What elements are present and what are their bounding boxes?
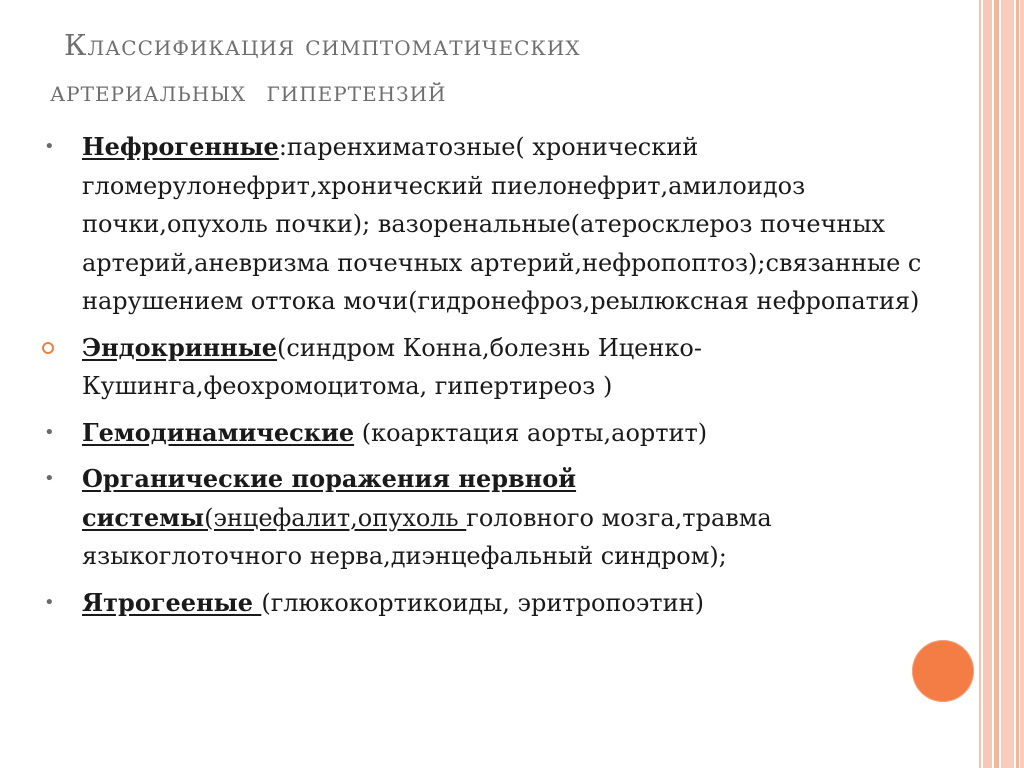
item-heading: Эндокринные bbox=[82, 332, 278, 362]
bullet-dot-icon: • bbox=[44, 421, 55, 443]
item-text: головного мозга,травма языкоглоточного нерва,диэнцефальный синдром); bbox=[82, 503, 772, 570]
decorative-stripe bbox=[1016, 0, 1019, 768]
slide-title bbox=[50, 22, 950, 114]
decorative-stripe bbox=[1001, 0, 1014, 768]
slide-title-line2: артериальных гипертензий bbox=[50, 74, 447, 108]
decorative-stripe bbox=[994, 0, 999, 768]
decorative-stripe bbox=[1020, 0, 1024, 768]
item-heading: Гемодинамические bbox=[82, 417, 355, 447]
bullet-dot-icon: • bbox=[44, 136, 55, 157]
decorative-stripe bbox=[983, 0, 992, 768]
bullet-dot-icon: • bbox=[44, 591, 55, 613]
bullet-list bbox=[42, 128, 942, 630]
item-heading: Нефрогенные bbox=[82, 132, 279, 161]
decorative-stripe bbox=[979, 0, 981, 768]
item-text: (синдром Конна,болезнь Иценко-Кушинга,феохромоцитома, гипертиреоз ) bbox=[82, 333, 702, 400]
item-text-underlined: (энцефалит,опухоль bbox=[204, 503, 467, 532]
list-item-neurological bbox=[42, 460, 942, 576]
item-text: (глюкокортикоиды, эритропоэтин) bbox=[261, 588, 704, 617]
item-heading: Ятрогееные bbox=[82, 587, 262, 617]
list-item-hemodynamic bbox=[42, 414, 942, 453]
list-item-nephrogenic bbox=[42, 128, 942, 321]
slide-title-line1: Классификация симптоматических bbox=[64, 28, 581, 62]
list-item-iatrogenic bbox=[42, 584, 942, 623]
item-text: :паренхиматозные( хронический гломерулонефрит,хронический пиелонефрит,амилоидоз почки,опухоль почки); вазоренальные(атеросклероз почечных артерий,аневризма почечных артерий,нефропоптоз);связанные с нарушением оттока мочи(гидронефроз,реылюксная нефропатия) bbox=[82, 133, 922, 315]
item-heading: Органические поражения нервной системы bbox=[82, 464, 577, 532]
bullet-ring-icon bbox=[42, 342, 54, 354]
list-item-endocrine bbox=[42, 329, 942, 406]
decorative-circle bbox=[912, 640, 974, 702]
bullet-dot-icon: • bbox=[44, 468, 55, 489]
item-text: (коарктация аорты,аортит) bbox=[354, 418, 708, 447]
